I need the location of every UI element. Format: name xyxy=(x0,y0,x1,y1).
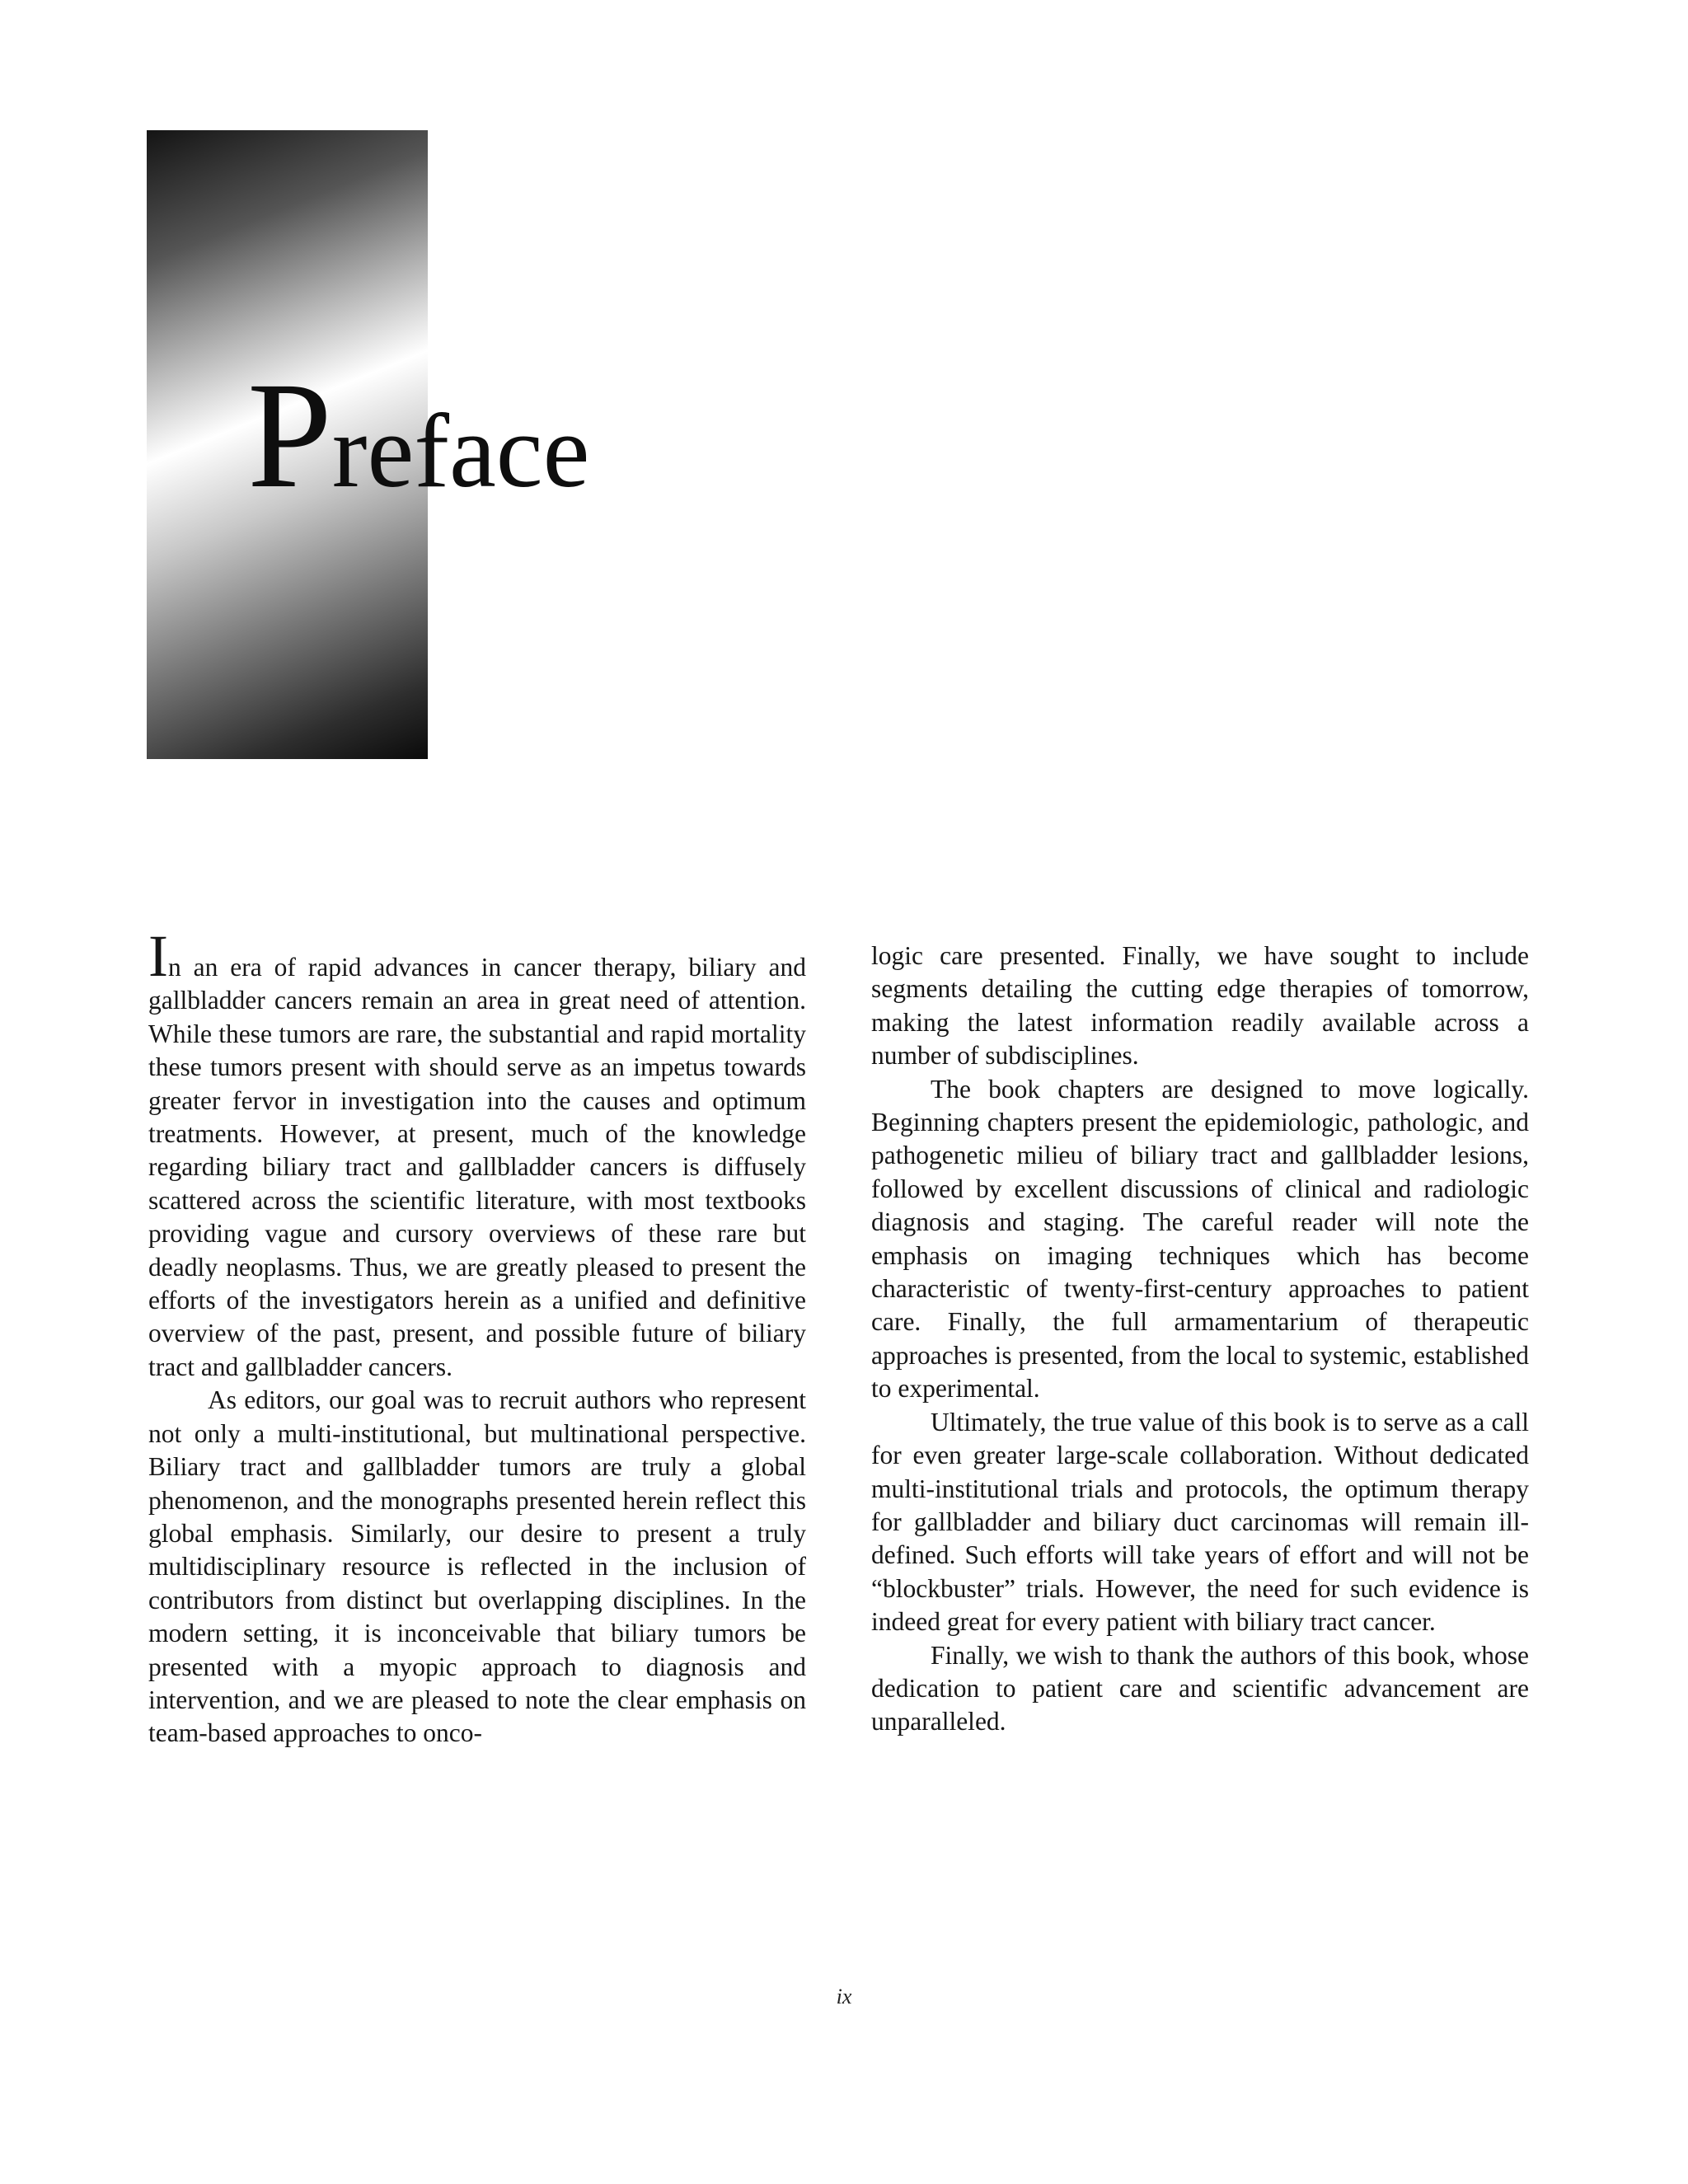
paragraph-collaboration: Ultimately, the true value of this book is to serve as a call for even greater large-scale collaboration. Without dedicated multi-institutional trials and protocols, the optimum therapy for gallbladder and biliary duct carcinomas will remain ill-defined. Such efforts will take years of effort and will not be “blockbuster” trials. However, the need for such evidence is indeed great for every patient with biliary tract cancer. xyxy=(871,1407,1529,1637)
page-title-rest: reface xyxy=(331,392,590,509)
paragraph-editors: As editors, our goal was to recruit authors who represent not only a multi-institutional, but multinational perspective. Biliary tract and gallbladder tumors are truly a global phenomenon, and the monographs presented herein reflect this global emphasis. Similarly, our desire to present a truly multidisciplinary resource is reflected in the inclusion of contributors from distinct but overlapping disciplines. In the modern setting, it is inconceivable that biliary tumors be presented with a myopic approach to diagnosis and intervention, and we are pleased to note the clear emphasis on team-based approaches to onco- xyxy=(148,1385,806,1748)
right-column xyxy=(871,940,1529,1739)
paragraph-acknowledgment: Finally, we wish to thank the authors of this book, whose dedication to patient care and scientific advancement are unparalleled. xyxy=(871,1640,1529,1736)
page-number: ix xyxy=(836,1985,852,2008)
left-column xyxy=(148,923,806,1750)
paragraph-chapters: The book chapters are designed to move logically. Beginning chapters present the epidemiologic, pathologic, and pathogenetic milieu of biliary tract and gallbladder lesions, followed by excellent discussions of clinical and radiologic diagnosis and staging. The careful reader will note the emphasis on imaging techniques which has become characteristic of twenty-first-century approaches to patient care. Finally, the full armamentarium of therapeutic approaches is presented, from the local to systemic, established to experimental. xyxy=(871,1074,1529,1404)
paragraph-editors-continued: logic care presented. Finally, we have sought to include segments detailing the cutting edge therapies of tomorrow, making the latest information readily available across a number of subdisciplines. xyxy=(871,941,1529,1071)
paragraph-intro-text: n an era of rapid advances in cancer therapy, biliary and gallbladder cancers remain an area in great need of attention. While these tumors are rare, the substantial and rapid mortality these tumors present with should serve as an impetus towards greater fervor in investigation into the causes and optimum treatments. However, at present, much of the knowledge regarding biliary tract and gallbladder cancers is diffusely scattered across the scientific literature, with most textbooks providing vague and cursory overviews of these rare but deadly neoplasms. Thus, we are greatly pleased to present the efforts of the investigators herein as a unified and definitive overview of the past, present, and possible future of biliary tract and gallbladder cancers. xyxy=(148,953,806,1381)
page-title-initial: P xyxy=(247,351,332,520)
page-title xyxy=(247,351,590,520)
paragraph-intro xyxy=(148,923,806,1384)
drop-cap: I xyxy=(148,923,168,989)
